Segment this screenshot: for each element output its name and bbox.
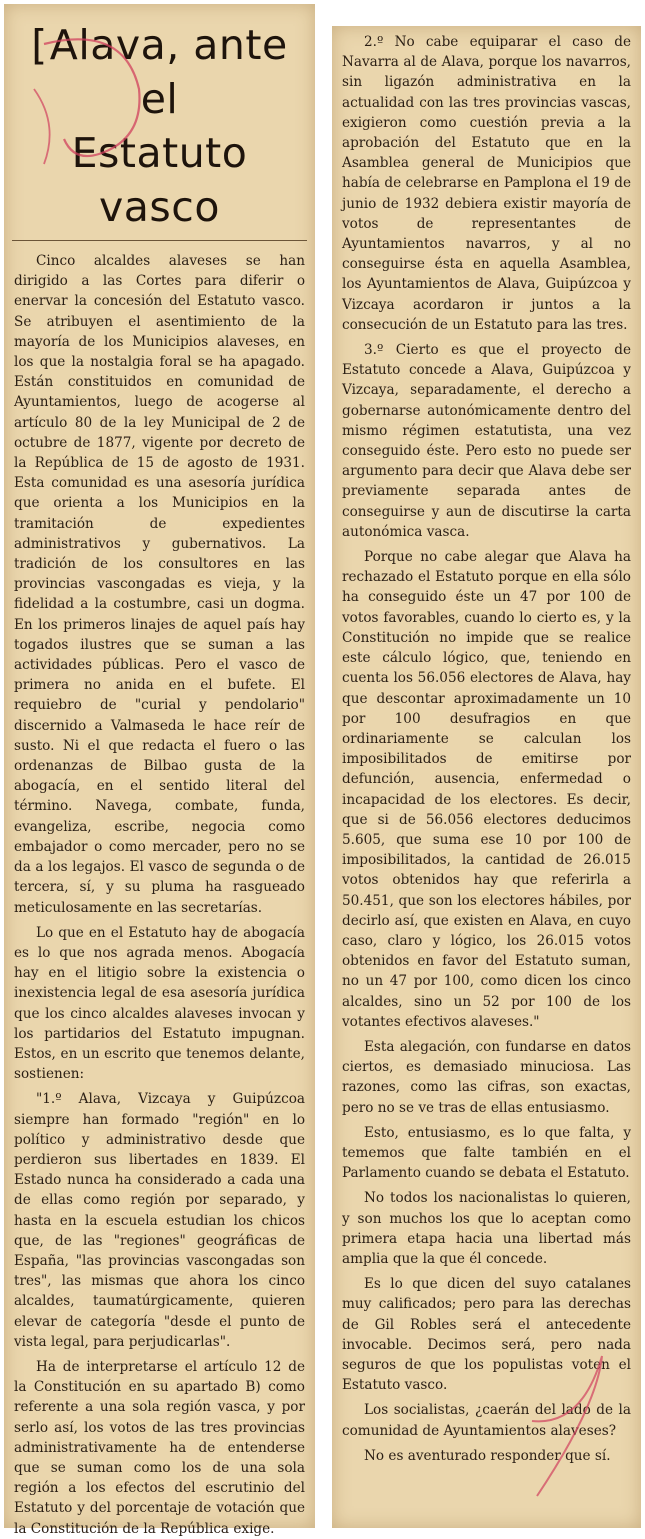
paragraph: "1.º Alava, Vizcaya y Guipúzcoa siempre han formado "región" en lo político y administrativo desde que perdieron sus libertades en 1839. El Estado nunca ha considerado a cada una de ellas como región por separado, y hasta en la escuela estudian los chicos que, de las "regiones" geográficas de España, "las provincias vascongadas son tres", las mismas que ahora los cinco alcaldes, taumatúrgicamente, quieren elevar de categoría "desde el punto de vista legal, para perjudicarlas".	[14, 1091, 305, 1350]
paragraph: Esta alegación, con fundarse en datos ciertos, es demasiado minuciosa. Las razones, como las cifras, son exactas, pero no se ve tras de ellas entusiasmo.	[342, 1038, 631, 1116]
left-column-text	[4, 251, 315, 1539]
headline-line-1: Alava, ante el	[49, 21, 288, 123]
paragraph: Porque no cabe alegar que Alava ha rechazado el Estatuto porque en ella sólo ha conseguido éste un 47 por 100 de votos favorables, cuando lo cierto es, y la Constitución no impide que se realice este cálculo lógico, que, teniendo en cuenta los 56.056 electores de Alava, hay que descontar aproximadamente un 10 por 100 desufragios en que ordinariamente se calculan los imposibilitados de emitirse por defunción, ausencia, enfermedad o incapacidad de los electores. Es decir, que si de 56.056 electores deducimos 5.605, que suma ese 10 por 100 de imposibilitados, la cantidad de 26.015 votos obtenidos hay que referirla a 50.451, que son los electores hábiles, por decirlo así, que existen en Alava, en cuyo caso, claro y lógico, los 26.015 votos obtenidos en favor del Estatuto suman, no un 47 por 100, como dicen los cinco alcaldes, sino un 52 por 100 de los votantes efectivos alaveses."	[342, 549, 631, 1030]
headline-line-3: vasco	[99, 183, 220, 231]
headline-rule	[12, 240, 307, 241]
paragraph: Es lo que dicen del suyo catalanes muy calificados; pero para las derechas de Gil Robles será el antecedente invocable. Decimos será, pero nada seguros de que los populistas voten el Estatuto vasco.	[342, 1276, 631, 1394]
right-column-text	[332, 32, 641, 1466]
paragraph: 2.º No cabe equiparar el caso de Navarra al de Alava, porque los navarros, sin ligazón administrativa en la actualidad con las tres provincias vascas, exigieron como cuestión previa a la aprobación del Estatuto que en la Asamblea general de Municipios que había de celebrarse en Pamplona el 19 de junio de 1932 debiera existir mayoría de votos de representantes de Ayuntamientos navarros, y al no conseguirse ésta en aquella Asamblea, los Ayuntamientos de Alava, Guipúzcoa y Vizcaya acordaron ir juntos a la consecución de un Estatuto para las tres.	[342, 34, 631, 333]
paragraph: Los socialistas, ¿caerán del lado de la comunidad de Ayuntamientos alaveses?	[342, 1402, 631, 1439]
paragraph: No es aventurado responder que sí.	[364, 1447, 611, 1464]
paragraph: No todos los nacionalistas lo quieren, y son muchos los que lo aceptan como primera etapa hacia una libertad más amplia que la que él concede.	[342, 1190, 631, 1267]
paragraph: 3.º Cierto es que el proyecto de Estatuto concede a Alava, Guipúzcoa y Vizcaya, separadamente, el derecho a gobernarse autonómicamente dentro del mismo régimen estatutista, una vez conseguido éste. Pero esto no puede ser argumento para decir que Alava debe ser previamente separada antes de conseguirse y aun de discutirse la carta autonómica vasca.	[342, 342, 631, 540]
headline	[12, 18, 307, 234]
headline-line-2: Estatuto	[71, 129, 248, 177]
paragraph: Esto, entusiasmo, es lo que falta, y tememos que falte también en el Parlamento cuando se debata el Estatuto.	[342, 1124, 631, 1182]
headline-bracket: [	[31, 21, 48, 69]
paragraph: Lo que en el Estatuto hay de abogacía es lo que nos agrada menos. Abogacía hay en el litigio sobre la existencia o inexistencia legal de esa asesoría jurídica que los cinco alcaldes alaveses invocan y los partidarios del Estatuto impugnan. Estos, en un escrito que tenemos delante, sostienen:	[14, 924, 305, 1083]
clipping-right-column	[332, 26, 641, 1528]
paragraph: Cinco alcaldes alaveses se han dirigido a las Cortes para diferir o enervar la concesión del Estatuto vasco. Se atribuyen el asentimiento de la mayoría de los Municipios alaveses, en los que la nostalgia foral se ha apagado. Están constituidos en comunidad de Ayuntamientos, luego de acogerse al artículo 80 de la ley Municipal de 2 de octubre de 1877, vigente por decreto de la República de 15 de agosto de 1931. Esta comunidad es una asesoría jurídica que orienta a los Municipios en la tramitación de expedientes administrativos y gubernativos. La tradición de los consultores en las provincias vascongadas es vieja, y la fidelidad a la costumbre, casi un dogma. En los primeros linajes de aquel país hay togados ilustres que se suman a las actividades públicas. Pero el vasco de primera no anida en el bufete. El requiebro de "curial y pendolario" discernido a Valmaseda le hace reír de susto. Ni el que redacta el fuero o las ordenanzas de Bilbao gusta de la abogacía, en el sentido literal del término. Navega, combate, funda, evangeliza, escribe, negocia como embajador o como mercader, pero no se da a los legajos. El vasco de segunda o de tercera, sí, y su pluma ha rasgueado meticulosamente en las secretarías.	[14, 253, 305, 916]
clipping-left-column	[4, 4, 315, 1537]
paragraph: Ha de interpretarse el artículo 12 de la Constitución en su apartado B) como referente a una sola región vasca, y por serlo así, los votos de las tres provincias administrativamente ha de entenderse que se suman como los de una sola región a los efectos del escrutinio del Estatuto y del porcentaje de votación que la Constitución de la República exige.	[14, 1358, 305, 1537]
